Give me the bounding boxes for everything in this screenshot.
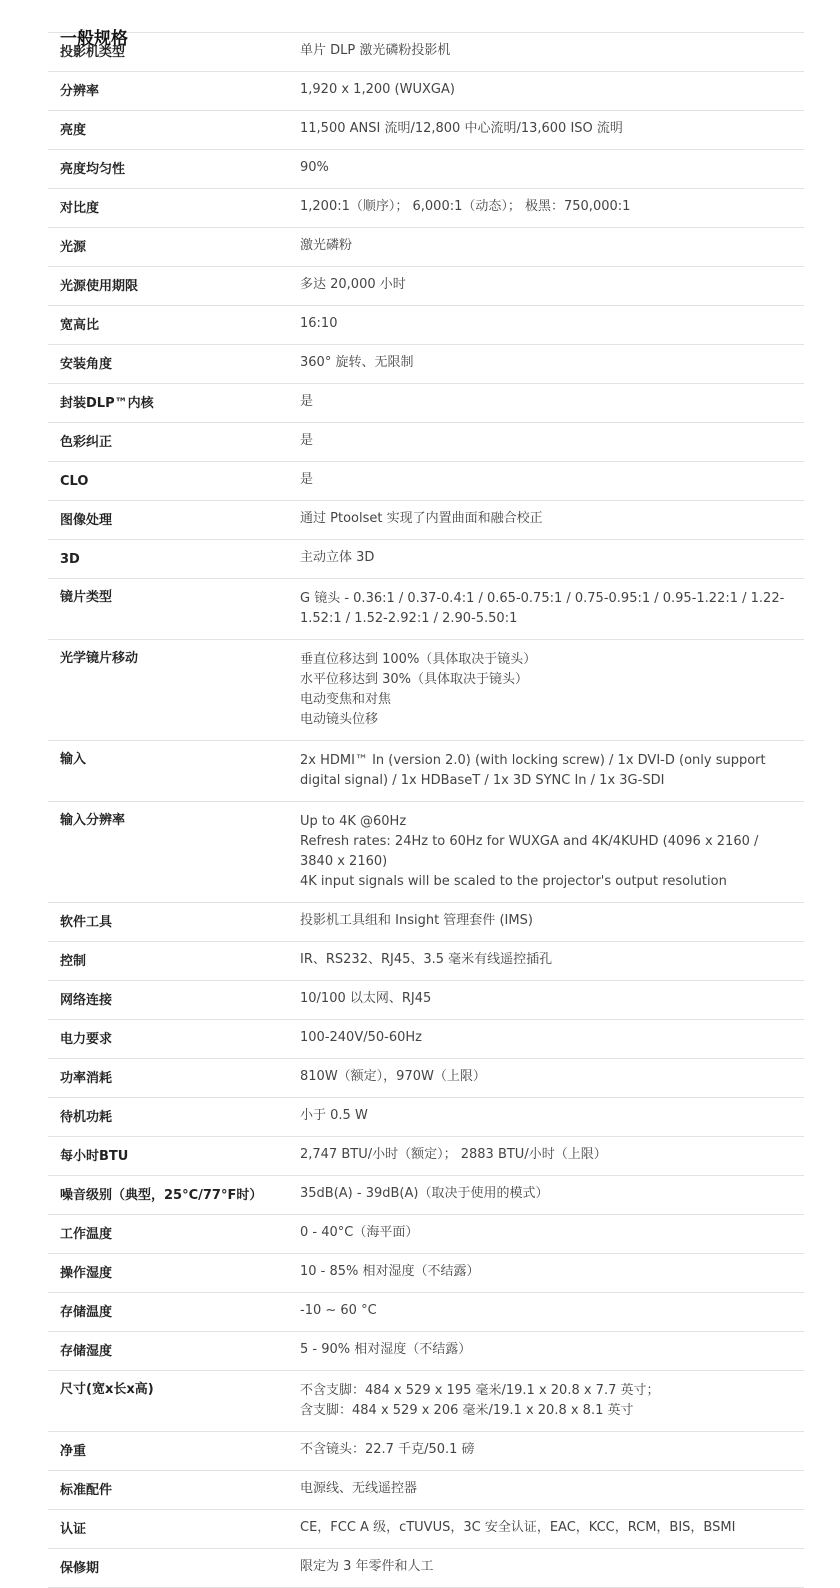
spec-value [300,345,804,383]
spec-label: 宽高比 [60,318,100,333]
spec-value-line: 16:10 [300,316,338,331]
spec-value-line: 垂直位移达到 100%（具体取决于镜头） [300,652,537,667]
spec-value-line: 投影机工具组和 Insight 管理套件 (IMS) [300,913,533,928]
spec-value [300,1293,804,1331]
spec-row [48,1098,804,1137]
spec-value [300,1020,804,1058]
spec-label: 操作湿度 [60,1266,113,1281]
spec-value-line: 5 - 90% 相对湿度（不结露） [300,1342,472,1357]
spec-row [48,1215,804,1254]
spec-value [300,228,804,266]
spec-value-line: 1,200:1（顺序）； 6,000:1（动态）； 极黑：750,000:1 [300,199,631,214]
spec-value [300,189,804,227]
spec-value [300,1176,804,1214]
spec-value [300,267,804,305]
spec-value-line: 电动变焦和对焦 [300,692,392,707]
spec-label: 存储温度 [60,1305,113,1320]
spec-value [300,150,804,188]
spec-label: 色彩纠正 [60,435,113,450]
spec-label: 3D [60,552,80,567]
spec-label: 对比度 [60,201,100,216]
spec-row [48,741,804,802]
spec-value [300,741,804,801]
spec-label: 图像处理 [60,513,113,528]
spec-row [48,1137,804,1176]
spec-row [48,423,804,462]
spec-value [300,1059,804,1097]
spec-row [48,150,804,189]
spec-value-line: 电动镜头位移 [300,712,379,727]
spec-row [48,501,804,540]
spec-value [300,1215,804,1253]
spec-value-line: 10 - 85% 相对湿度（不结露） [300,1264,480,1279]
spec-value-line: 4K input signals will be scaled to the projector's output resolution [300,874,727,889]
spec-value [300,942,804,980]
spec-value-line: 0 - 40°C（海平面） [300,1225,419,1240]
spec-row [48,384,804,423]
spec-value [300,640,804,740]
spec-row [48,981,804,1020]
spec-value [300,462,804,500]
spec-row [48,1293,804,1332]
spec-value-line: 是 [300,472,314,487]
spec-label: 电力要求 [60,1032,113,1047]
spec-row [48,903,804,942]
spec-value [300,1510,804,1548]
spec-label: 工作温度 [60,1227,113,1242]
spec-row [48,942,804,981]
spec-row [48,1371,804,1432]
spec-value [300,579,804,639]
spec-value [300,501,804,539]
spec-label: CLO [60,474,89,489]
spec-value [300,111,804,149]
spec-value-line: 是 [300,433,314,448]
spec-label: 存储湿度 [60,1344,113,1359]
spec-value-line: 电源线、无线遥控器 [300,1481,418,1496]
spec-value-line: 小于 0.5 W [300,1108,368,1123]
spec-row [48,1332,804,1371]
spec-label: 认证 [60,1522,87,1537]
spec-value [300,1254,804,1292]
spec-value [300,423,804,461]
spec-value-line: 激光磷粉 [300,238,353,253]
spec-value-line: CE，FCC A 级，cTUVUS，3C 安全认证，EAC，KCC，RCM，BIS，BSMI [300,1520,736,1535]
spec-value [300,903,804,941]
spec-label: 投影机类型 [60,45,126,60]
spec-row [48,345,804,384]
spec-row [48,1432,804,1471]
spec-row [48,228,804,267]
spec-value-line: 100-240V/50-60Hz [300,1030,422,1045]
spec-label: 尺寸(宽x长x高) [60,1382,154,1397]
spec-label: 光源 [60,240,87,255]
spec-value [300,384,804,422]
spec-label: 封装DLP™内核 [60,396,154,411]
spec-value-line: 限定为 3 年零件和人工 [300,1559,434,1574]
spec-value-line: 10/100 以太网、RJ45 [300,991,432,1006]
spec-table [48,32,804,1588]
spec-value-line: 1,920 x 1,200 (WUXGA) [300,82,455,97]
spec-row [48,462,804,501]
spec-label: 标准配件 [60,1483,113,1498]
page-title: 一般规格 [60,29,128,49]
spec-value [300,1371,804,1431]
spec-value [300,306,804,344]
spec-value-line: IR、RS232、RJ45、3.5 毫米有线遥控插孔 [300,952,553,967]
spec-value-line: 810W（额定），970W（上限） [300,1069,486,1084]
spec-value-line: 360° 旋转、无限制 [300,355,414,370]
spec-label: 功率消耗 [60,1071,113,1086]
spec-value-line: 不含支脚：484 x 529 x 195 毫米/19.1 x 20.8 x 7.7 英寸； [300,1383,660,1398]
spec-value [300,1332,804,1370]
spec-value-line: 主动立体 3D [300,550,375,565]
spec-row [48,306,804,345]
spec-label: 控制 [60,954,87,969]
spec-label: 输入 [60,752,87,767]
spec-label: 安装角度 [60,357,113,372]
spec-label: 分辨率 [60,84,100,99]
spec-label: 光学镜片移动 [60,651,139,666]
spec-value-line: 通过 Ptoolset 实现了内置曲面和融合校正 [300,511,543,526]
spec-value-line: 多达 20,000 小时 [300,277,406,292]
spec-value [300,1549,804,1587]
spec-row [48,1471,804,1510]
spec-label: 每小时BTU [60,1149,129,1164]
spec-label: 噪音级别（典型，25°C/77°F时） [60,1188,263,1203]
spec-value-line: Up to 4K @60Hz [300,814,407,829]
spec-row [48,1059,804,1098]
spec-row [48,802,804,903]
spec-row [48,72,804,111]
spec-label: 亮度均匀性 [60,162,126,177]
spec-row [48,1549,804,1588]
spec-label: 净重 [60,1444,87,1459]
spec-value [300,981,804,1019]
spec-row [48,1254,804,1293]
spec-value [300,1098,804,1136]
spec-value [300,33,804,71]
spec-label: 镜片类型 [60,590,113,605]
spec-label: 网络连接 [60,993,113,1008]
spec-value-line: 2,747 BTU/小时（额定）； 2883 BTU/小时（上限） [300,1147,607,1162]
spec-value-line: 2x HDMI™ In (version 2.0) (with locking screw) / 1x DVI-D (only support digital signal) / 1x HDBaseT / 1x 3D SYNC In / 1x 3G-SDI [300,753,766,788]
spec-value-line: G 镜头 - 0.36:1 / 0.37-0.4:1 / 0.65-0.75:1 / 0.75-0.95:1 / 0.95-1.22:1 / 1.22-1.52:1 / 1.52-2.92:1 / 2.90-5.50:1 [300,591,785,626]
spec-row [48,579,804,640]
spec-row [48,111,804,150]
spec-value [300,72,804,110]
spec-row [48,640,804,741]
spec-row [48,189,804,228]
spec-value-line: 水平位移达到 30%（具体取决于镜头） [300,672,529,687]
spec-value-line: 单片 DLP 激光磷粉投影机 [300,43,451,58]
spec-value [300,540,804,578]
spec-value-line: Refresh rates: 24Hz to 60Hz for WUXGA and 4K/4KUHD (4096 x 2160 / 3840 x 2160) [300,834,759,869]
spec-row [48,540,804,579]
spec-label: 保修期 [60,1561,100,1576]
spec-row [48,1176,804,1215]
spec-row [48,33,804,72]
spec-value-line: 90% [300,160,329,175]
spec-value-line: 含支脚：484 x 529 x 206 毫米/19.1 x 20.8 x 8.1 英寸 [300,1403,634,1418]
spec-value-line: 不含镜头：22.7 千克/50.1 磅 [300,1442,475,1457]
spec-row [48,267,804,306]
spec-value [300,1137,804,1175]
spec-value [300,1432,804,1470]
spec-value-line: 11,500 ANSI 流明/12,800 中心流明/13,600 ISO 流明 [300,121,623,136]
spec-label: 亮度 [60,123,87,138]
spec-value-line: -10 ~ 60 °C [300,1303,377,1318]
spec-label: 光源使用期限 [60,279,139,294]
spec-value [300,1471,804,1509]
spec-value-line: 是 [300,394,314,409]
spec-row [48,1510,804,1549]
spec-label: 软件工具 [60,915,113,930]
spec-value [300,802,804,902]
spec-label: 待机功耗 [60,1110,113,1125]
spec-value-line: 35dB(A) - 39dB(A)（取决于使用的模式） [300,1186,549,1201]
spec-label: 输入分辨率 [60,813,126,828]
spec-row [48,1020,804,1059]
